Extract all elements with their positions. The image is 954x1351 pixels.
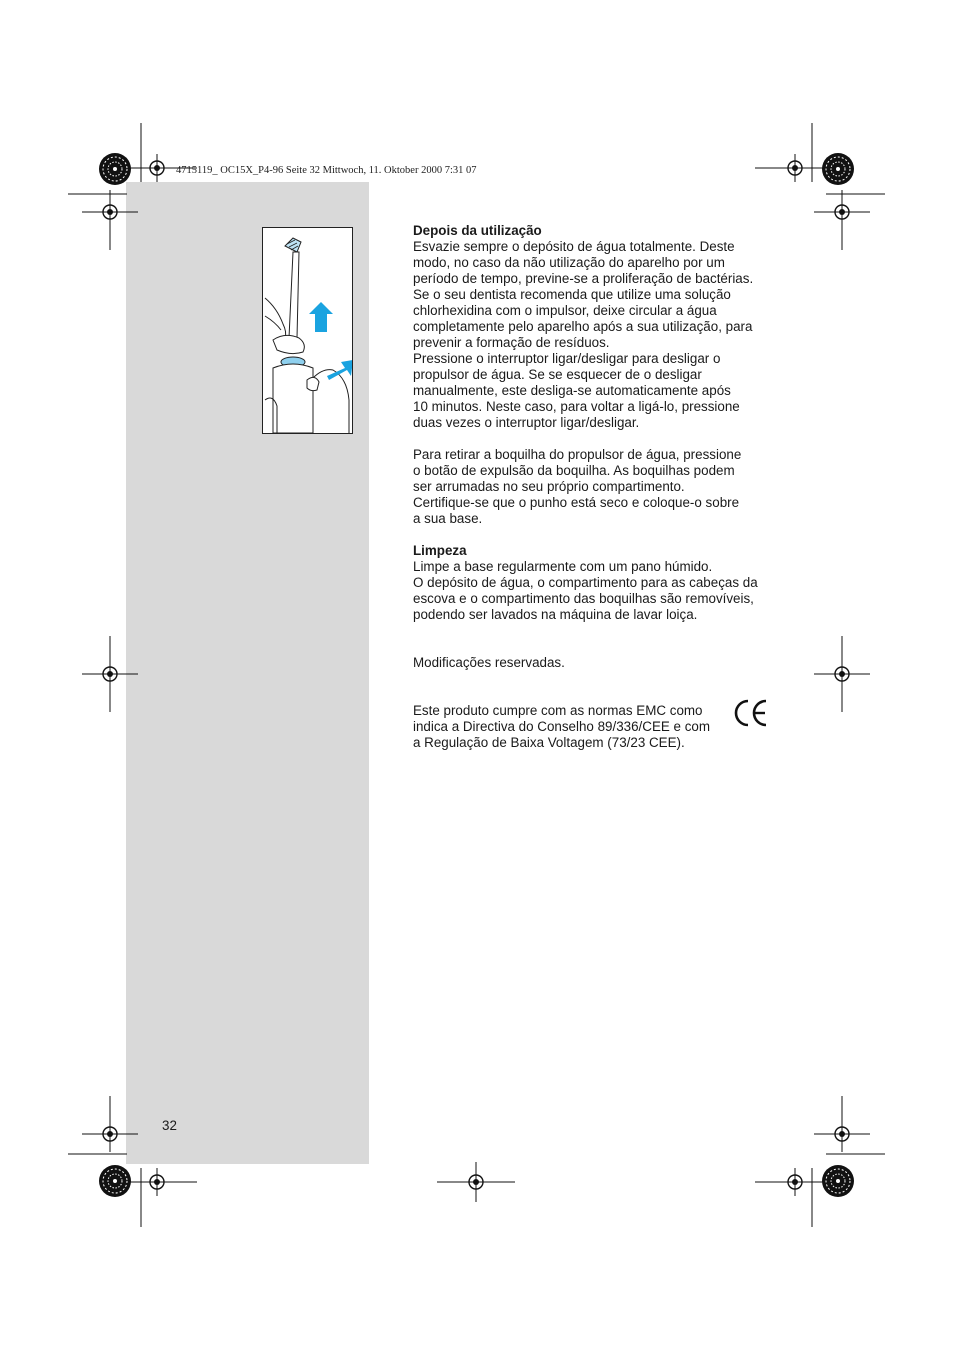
text-line: chlorhexidina com o impulsor, deixe circular a água [413,303,717,318]
text-line: Este produto cumpre com as normas EMC como [413,703,703,718]
print-header: 4715119_ OC15X_P4-96 Seite 32 Mittwoch, 11. Oktober 2000 7:31 07 [176,165,477,176]
text-line: Esvazie sempre o depósito de água totalmente. Deste [413,239,735,254]
water-jet-illustration [263,228,352,433]
text-line: 10 minutos. Neste caso, para voltar a ligá-lo, pressione [413,399,740,414]
text-line: O depósito de água, o compartimento para as cabeças da [413,575,758,590]
text-line: podendo ser lavados na máquina de lavar loiça. [413,607,698,622]
device-illustration [262,227,353,434]
text-line: período de tempo, previne-se a proliferação de bactérias. [413,271,754,286]
text-line: manualmente, este desliga-se automaticamente após [413,383,731,398]
text-line: a Regulação de Baixa Voltagem (73/23 CEE). [413,735,685,750]
ce-mark-icon [733,697,769,729]
text-line: Se o seu dentista recomenda que utilize uma solução [413,287,731,302]
text-line: ser arrumadas no seu próprio compartimento. [413,479,685,494]
text-line: Limpe a base regularmente com um pano húmido. [413,559,713,574]
text-line: Certifique-se que o punho está seco e coloque-o sobre [413,495,740,510]
section-title-after-use: Depois da utilização [413,223,542,238]
text-line: completamente pelo aparelho após a sua utilização, para [413,319,753,334]
page-number: 32 [162,1118,177,1133]
up-arrow-icon [309,302,333,332]
modifications-note: Modificações reservadas. [413,655,565,670]
emc-compliance [413,703,773,751]
text-line: Para retirar a boquilha do propulsor de água, pressione [413,447,742,462]
text-line: a sua base. [413,511,483,526]
main-content [413,223,773,751]
text-line: modo, no caso da não utilização do aparelho por um [413,255,725,270]
text-line: escova e o compartimento das boquilhas são removíveis, [413,591,754,606]
text-line: o botão de expulsão da boquilha. As boquilhas podem [413,463,735,478]
text-line: duas vezes o interruptor ligar/desligar. [413,415,640,430]
section-title-cleaning: Limpeza [413,543,467,558]
text-line: indica a Directiva do Conselho 89/336/CEE e com [413,719,710,734]
text-line: propulsor de água. Se se esquecer de o desligar [413,367,702,382]
text-line: prevenir a formação de resíduos. [413,335,610,350]
text-line: Pressione o interruptor ligar/desligar para desligar o [413,351,721,366]
